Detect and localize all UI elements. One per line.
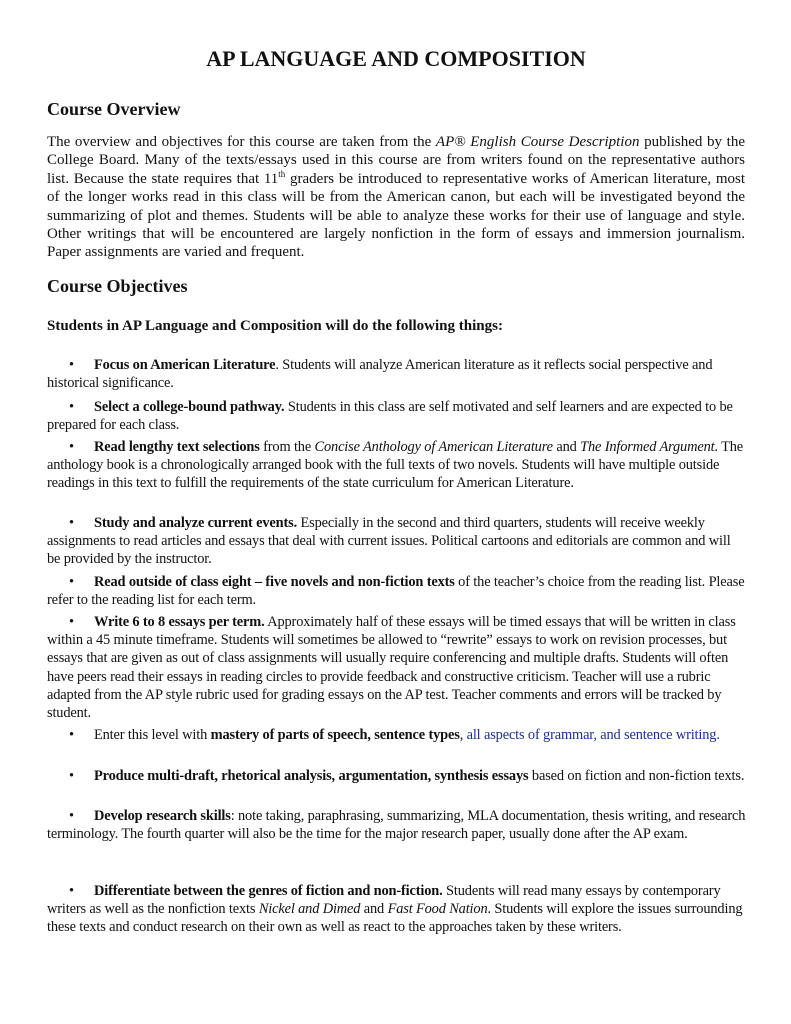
overview-paragraph: The overview and objectives for this course are taken from the AP® English Course Description published by the College Board. Many of the texts/essays used in this course are from writers found on the representative authors list. Because the state requires that 11th graders be introduced to representative works of American literature, most of the longer works read in this class will be from the American canon, but each will be investigated beyond the summarizing of plot and themes. Students will be able to analyze these works for their use of language and style. Other writings that will be encountered are largely nonfiction in the form of essays and immersion journalism. Paper assignments are varied and frequent.	[47, 134, 746, 261]
course-description-title: AP® English Course Description	[435, 134, 640, 150]
objective-item: • Differentiate between the genres of fiction and non-fiction. Students will read many essays by contemporary writers as well as the nonfiction texts Nickel and Dimed and Fast Food Nation. Students will explore the issues surrounding these texts and conduct research on their own as well as react to the approaches taken by these writers.	[47, 883, 743, 936]
objective-item: • Study and analyze current events. Especially in the second and third quarters, students will receive weekly assignments to read articles and essays that deal with current issues. Political cartoons and editorials are common and will be provided by the instructor.	[47, 515, 731, 568]
bullet-icon: •	[69, 727, 74, 743]
bullet-icon: •	[69, 768, 74, 784]
bullet-icon: •	[69, 515, 74, 531]
objective-item: • Enter this level with mastery of parts of speech, sentence types, all aspects of grammar, and sentence writing.	[47, 726, 747, 744]
objectives-lead: Students in AP Language and Composition will do the following things:	[47, 318, 503, 334]
objective-item: • Produce multi-draft, rhetorical analysis, argumentation, synthesis essays based on fiction and non-fiction texts.	[47, 767, 747, 785]
bullet-icon: •	[69, 357, 74, 373]
bullet-icon: •	[69, 399, 74, 415]
section-heading-objectives: Course Objectives	[47, 276, 188, 296]
objective-item: • Read outside of class eight – five novels and non-fiction texts of the teacher’s choice from the reading list. Please refer to the reading list for each term.	[47, 574, 745, 609]
bullet-icon: •	[69, 808, 74, 824]
objective-item: • Focus on American Literature. Students will analyze American literature as it reflects social perspective and historical significance.	[47, 357, 713, 392]
objective-item: • Select a college-bound pathway. Students in this class are self motivated and self learners and are expected to be prepared for each class.	[47, 399, 733, 434]
section-heading-overview: Course Overview	[47, 99, 181, 119]
objective-item: • Develop research skills: note taking, paraphrasing, summarizing, MLA documentation, thesis writing, and research terminology. The fourth quarter will also be the time for the major research paper, usually done after the AP exam.	[47, 808, 746, 843]
document-title: AP LANGUAGE AND COMPOSITION	[206, 46, 586, 71]
bullet-icon: •	[69, 439, 74, 455]
bullet-icon: •	[69, 574, 74, 590]
objective-item: • Write 6 to 8 essays per term. Approximately half of these essays will be timed essays that will be written in class within a 45 minute timeframe. Students will sometimes be allowed to “rewrite” essays to work on revision processes, but essays that are given as out of class assignments will usually require conferencing and multiple drafts. Students will often have peers read their essays in reading circles to provide feedback and constructive criticism. Teacher will use a rubric adapted from the AP style rubric used for grading essays on the AP test. Teacher comments and errors will be tracked by student.	[47, 614, 736, 722]
bullet-icon: •	[69, 614, 74, 630]
objective-item: • Read lengthy text selections from the Concise Anthology of American Literature and The Informed Argument. The anthology book is a chronologically arranged book with the full texts of two novels. Students will have multiple outside readings in this text to fulfill the requirements of the state curriculum for American Literature.	[47, 439, 744, 492]
bullet-icon: •	[69, 883, 74, 899]
blue-text: all aspects of grammar, and sentence writing.	[463, 727, 720, 743]
